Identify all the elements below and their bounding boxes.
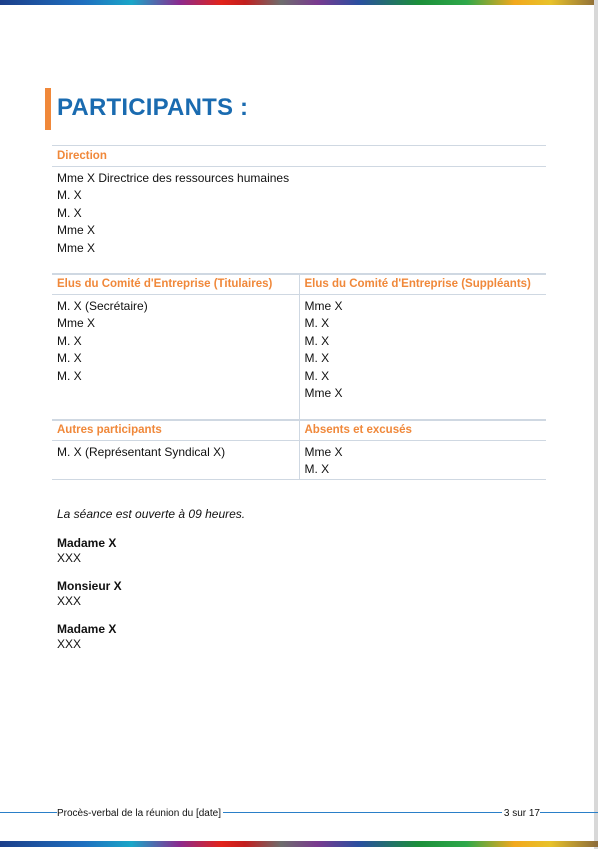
- absent-member: M. X: [304, 462, 330, 477]
- elus-table: [52, 273, 546, 421]
- autres-cell: [52, 441, 299, 480]
- absents-cell: [299, 441, 546, 480]
- direction-member: Mme X: [57, 240, 96, 255]
- direction-member: M. X: [57, 205, 82, 220]
- suppleant-member: M. X: [304, 351, 330, 366]
- suppleants-cell: [299, 295, 546, 421]
- speaker-text: XXX: [57, 637, 82, 651]
- header-color-stripe: [0, 0, 598, 5]
- titulaire-member: M. X: [57, 351, 82, 366]
- speaker-text: XXX: [57, 594, 82, 608]
- heading-accent-bar: [45, 88, 51, 130]
- footer-color-stripe: [0, 841, 598, 847]
- titulaires-header: Elus du Comité d'Entreprise (Titulaires): [52, 274, 299, 295]
- page-edge-shadow: [594, 0, 598, 849]
- titulaire-member: M. X: [57, 368, 82, 383]
- titulaire-member: Mme X: [57, 316, 96, 331]
- absent-member: Mme X: [304, 445, 343, 459]
- speaker-block: [57, 579, 122, 609]
- suppleant-member: M. X: [304, 333, 330, 348]
- autres-header: Autres participants: [52, 420, 299, 441]
- suppleants-header: Elus du Comité d'Entreprise (Suppléants): [299, 274, 546, 295]
- suppleant-member: M. X: [304, 368, 330, 383]
- titulaire-member: M. X (Secrétaire): [57, 299, 148, 313]
- speaker-name: Monsieur X: [57, 579, 122, 593]
- direction-cell: [52, 167, 546, 275]
- suppleant-member: Mme X: [304, 299, 343, 313]
- speaker-block: [57, 622, 116, 652]
- suppleant-member: Mme X: [304, 385, 343, 400]
- footer-document-title: Procès-verbal de la réunion du [date]: [57, 808, 221, 819]
- direction-member: M. X: [57, 188, 82, 203]
- absents-header: Absents et excusés: [299, 420, 546, 441]
- speaker-name: Madame X: [57, 622, 117, 636]
- titulaire-member: M. X: [57, 333, 82, 348]
- titulaires-cell: [52, 295, 299, 421]
- autre-participant: M. X (Représentant Syndical X): [57, 445, 226, 459]
- session-opening-text: La séance est ouverte à 09 heures.: [57, 507, 246, 521]
- direction-header: Direction: [52, 146, 546, 167]
- direction-member: Mme X Directrice des ressources humaines: [57, 171, 290, 185]
- speaker-name: Madame X: [57, 536, 117, 550]
- direction-member: Mme X: [57, 223, 96, 238]
- suppleant-member: M. X: [304, 316, 330, 331]
- speaker-block: [57, 536, 116, 566]
- footer-page-number: 3 sur 17: [503, 808, 540, 819]
- page-title: PARTICIPANTS :: [57, 94, 249, 121]
- speaker-text: XXX: [57, 551, 82, 565]
- direction-table: [52, 145, 546, 275]
- autres-table: [52, 419, 546, 480]
